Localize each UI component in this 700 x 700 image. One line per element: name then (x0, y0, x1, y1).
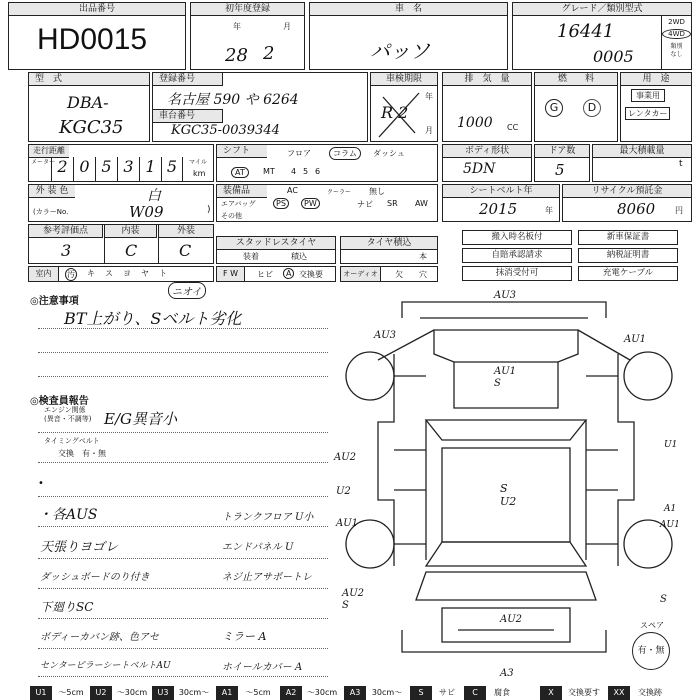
color-no-label: (カラーNo. (33, 208, 69, 216)
fw-label: F W (217, 267, 245, 281)
doc-button-cancel: 抹消受付可 (462, 266, 572, 281)
note-item-right: ホイールカバー A (222, 662, 303, 673)
mark-hood: AU1 S (494, 366, 517, 389)
drive-2wd: 2WD (668, 18, 685, 26)
lot-number: HD0015 (37, 23, 148, 56)
color-no-value: W09 (129, 203, 164, 221)
mile-unit: マイル (189, 159, 207, 166)
legend-code: S (410, 686, 432, 700)
note-item-left: ボディーカバン跡、色アセ (40, 632, 159, 643)
class-none: 類別 なし (670, 43, 683, 58)
note-item-left: 下廻りSC (40, 600, 94, 614)
mileage-digit: 0 (73, 157, 95, 181)
mark-trunk: AU2 (500, 614, 523, 625)
inspector-title: ◎検査員報告 (30, 396, 89, 407)
fw-opt-replace: 交換要 (299, 270, 323, 279)
reg-value: 名古屋 590 や 6264 (167, 92, 299, 108)
color-value: 白 (147, 188, 161, 204)
grade-value-1: 16441 (557, 21, 615, 42)
doc-button-nameplate: 搬入時名板付 (462, 230, 572, 245)
spare-circle (632, 632, 670, 670)
chassis-value: KGC35-0039344 (171, 123, 280, 138)
equip-ps: PS (273, 198, 289, 209)
engine-value: E/G異音小 (104, 410, 177, 428)
inspection-value: R 2 (381, 103, 409, 122)
eval-value: 3 (61, 241, 72, 260)
recycle-label: リサイクル預託金 (563, 185, 691, 198)
shift-column: コラム (329, 147, 361, 160)
evaluation-box (28, 224, 214, 264)
legend-code: X (540, 686, 562, 700)
note-item-right: ネジ止アサポートレ (222, 572, 312, 583)
legend-text: ～5cm (58, 688, 84, 697)
displacement-value: 1000 (457, 115, 493, 131)
legend-code: A2 (280, 686, 302, 700)
equip-navi: ナビ (357, 200, 373, 209)
mileage-box (28, 144, 214, 182)
mileage-meter: メーター (31, 159, 56, 166)
displacement-label: 排 気 量 (443, 73, 531, 86)
fuel-d: D (583, 99, 601, 117)
type-value-2: KGC35 (59, 117, 124, 138)
mark-rear-left: AU2 S (342, 588, 365, 611)
tire-label: タイヤ積込 (341, 237, 437, 250)
studless-box (216, 236, 336, 264)
mark-right-a1: A1 (664, 504, 677, 514)
shift-at: AT (231, 167, 249, 178)
fuel-box (534, 72, 618, 142)
use-rental: レンタカー (625, 107, 670, 120)
registration-box (152, 72, 368, 142)
seatbelt-value: 2015 (479, 200, 518, 218)
room-item: 汚 (67, 270, 75, 279)
doc-button-warranty: 新車保証書 (578, 230, 678, 245)
legend-text: ～30cm (306, 688, 338, 697)
first-registration-label: 初年度登録 (191, 3, 304, 16)
mark-front-left: AU3 (374, 330, 397, 341)
note-item-right: トランクフロア U小 (222, 512, 314, 523)
fw-opt-crack: ヒビ (257, 270, 273, 279)
shift-gear-5: 5 (303, 167, 309, 176)
capacity-unit: t (679, 159, 683, 169)
shift-gear-4: 4 (291, 167, 297, 176)
km-unit: km (193, 169, 206, 178)
timing-options: 交換 有・無 (58, 449, 106, 458)
equip-aw: AW (415, 199, 428, 208)
body-value: 5DN (463, 161, 496, 177)
note-item-right: ミラー A (222, 630, 267, 643)
eval-label: 参考評価点 (29, 225, 103, 238)
shift-mt: MT (263, 167, 275, 176)
note-item-left: センターピラーシートベルトAU (40, 661, 171, 671)
shift-box (216, 144, 438, 182)
use-commercial: 事業用 (631, 89, 665, 102)
legend-text: ～5cm (245, 688, 271, 697)
room-note: ニオイ (168, 282, 206, 299)
first-registration-box (190, 2, 305, 70)
notes-line1: BT上がり、Sベルト劣化 (64, 309, 242, 328)
model-name-label: 車 名 (310, 3, 507, 16)
equip-none: 無し (369, 187, 385, 196)
inspection-label: 車検期限 (371, 73, 437, 86)
use-box (620, 72, 692, 142)
legend-text: 腐食 (494, 688, 510, 697)
body-box (442, 144, 532, 182)
seatbelt-label: シートベルト年 (443, 185, 559, 198)
color-no-close: ) (207, 205, 211, 215)
exterior-value: C (179, 241, 192, 260)
inspection-strike (375, 87, 425, 141)
timing-label: タイミングベルト (44, 437, 100, 445)
legend-code: C (464, 686, 486, 700)
room-item: キ (87, 269, 95, 278)
type-label: 型 式 (29, 73, 149, 86)
mark-left-u2: U2 (336, 486, 351, 497)
studless-opt2: 積込 (291, 252, 307, 261)
audio-label: オーディオ (341, 267, 381, 281)
room-items (65, 268, 167, 281)
displacement-unit: CC (507, 123, 519, 132)
audio-opt-hole: 穴 (419, 270, 427, 279)
exterior-label: 外装 (159, 225, 213, 238)
tire-unit: 本 (419, 252, 427, 261)
room-item: ト (159, 269, 167, 278)
lot-box (8, 2, 186, 70)
grade-label: グレード／類別型式 (513, 3, 691, 16)
doors-box (534, 144, 590, 182)
shift-floor: フロア (287, 149, 311, 158)
mark-bottom: A3 (500, 668, 514, 679)
doc-button-tax: 納税証明書 (578, 248, 678, 263)
legend-text: 交換要す (568, 688, 600, 697)
equip-ac: AC (287, 186, 298, 195)
studless-opt1: 装着 (243, 252, 259, 261)
capacity-label: 最大積載量 (593, 145, 691, 158)
month-value: 2 (263, 43, 275, 64)
mark-top: AU3 (494, 290, 517, 301)
lot-label: 出品番号 (9, 3, 185, 16)
shift-label: シフト (217, 145, 267, 158)
spare-value: 有・無 (637, 646, 665, 656)
legend-text: 交換跡 (638, 688, 662, 697)
legend-code: U1 (30, 686, 52, 700)
model-name-value: パッソ (370, 39, 430, 63)
equip-airbag: エアバッグ (221, 200, 256, 208)
equip-sr: SR (387, 199, 398, 208)
interior-value: C (125, 241, 138, 260)
note-item-left: 天張りヨゴレ (40, 540, 119, 555)
inspection-month-unit: 月 (425, 126, 433, 135)
legend-text: 30cm～ (371, 688, 403, 697)
bullet-mark: • (38, 478, 44, 489)
equip-cooler: クーラー (327, 189, 352, 196)
doors-value: 5 (555, 161, 565, 179)
room-item: ヨ (123, 269, 131, 278)
note-item-left: ・各AUS (38, 507, 98, 523)
year-value: 28 (225, 45, 248, 66)
studless-label: スタッドレスタイヤ (217, 237, 335, 250)
color-label: 外 装 色 (29, 185, 75, 198)
recycle-value: 8060 (617, 200, 656, 218)
mark-roof: S U2 (500, 482, 517, 508)
shift-gear-6: 6 (315, 167, 321, 176)
spare-label: スペア (640, 621, 664, 630)
note-item-left: ダッシュボードのり付き (40, 572, 150, 583)
tire-box (340, 236, 438, 264)
body-label: ボディ形状 (443, 145, 531, 158)
fuel-g: G (545, 99, 563, 117)
use-label: 用 途 (621, 73, 691, 86)
mileage-digit: 3 (117, 157, 139, 181)
equip-other: その他 (221, 212, 242, 220)
mileage-label: 走行距離 (29, 145, 69, 158)
grade-box (512, 2, 692, 70)
year-unit: 年 (233, 22, 241, 31)
mark-left-au1: AU1 (336, 518, 359, 529)
mileage-digit: 2 (51, 157, 73, 181)
capacity-box (592, 144, 692, 182)
grade-value-2: 0005 (593, 47, 634, 66)
mark-right-u1: U1 (664, 440, 678, 450)
equip-pw: PW (301, 198, 320, 209)
legend-text: サビ (439, 688, 455, 697)
notes-title: ◎注意事項 (30, 296, 79, 307)
mark-right-au1: AU1 (660, 520, 680, 530)
inspection-box (370, 72, 438, 142)
mileage-digits (51, 157, 183, 181)
room-item: ス (105, 269, 113, 278)
audio-opt-missing: 欠 (395, 270, 403, 279)
legend-text: ～30cm (116, 688, 148, 697)
mileage-digit: 5 (95, 157, 117, 181)
legend-text: 30cm～ (178, 688, 210, 697)
legend-code: U3 (152, 686, 174, 700)
chassis-label: 車台番号 (153, 109, 223, 123)
legend-code: XX (608, 686, 630, 700)
fuel-label: 燃 料 (535, 73, 617, 86)
type-value-1: DBA- (67, 93, 109, 112)
drive-column (661, 15, 691, 69)
displacement-box (442, 72, 532, 142)
seatbelt-unit: 年 (545, 206, 553, 215)
interior-label: 内装 (105, 225, 157, 238)
fw-opt-a: A (283, 268, 294, 279)
doors-label: ドア数 (535, 145, 589, 158)
color-box (28, 184, 214, 222)
mark-front-right: AU1 (624, 334, 647, 345)
audio-box (340, 266, 438, 282)
recycle-box (562, 184, 692, 222)
inspection-year-unit: 年 (425, 92, 433, 101)
room-label: 室内 (29, 267, 59, 281)
mark-rear-right: S (660, 594, 667, 605)
room-box (28, 266, 214, 282)
drive-4wd: 4WD (662, 29, 691, 39)
mileage-digit: 5 (161, 157, 183, 181)
legend-code: U2 (90, 686, 112, 700)
type-box (28, 72, 150, 142)
mileage-digit: 1 (139, 157, 161, 181)
room-item: ヤ (141, 269, 149, 278)
legend-code: A1 (216, 686, 238, 700)
mark-left-au2: AU2 (334, 452, 357, 463)
fw-box (216, 266, 336, 282)
model-name-box (309, 2, 508, 70)
legend-code: A3 (344, 686, 366, 700)
note-item-right: エンドパネル U (222, 542, 294, 553)
month-unit: 月 (283, 22, 291, 31)
engine-label: エンジン関係 (異音・不調等) (44, 406, 92, 423)
equipment-box (216, 184, 438, 222)
doc-button-insurance: 自賠承認請求 (462, 248, 572, 263)
doc-button-cable: 充電ケーブル (578, 266, 678, 281)
reg-label: 登録番号 (153, 73, 223, 86)
equip-label: 装備品 (217, 185, 267, 198)
seatbelt-box (442, 184, 560, 222)
shift-dash: ダッシュ (373, 149, 405, 158)
recycle-unit: 円 (675, 206, 683, 215)
